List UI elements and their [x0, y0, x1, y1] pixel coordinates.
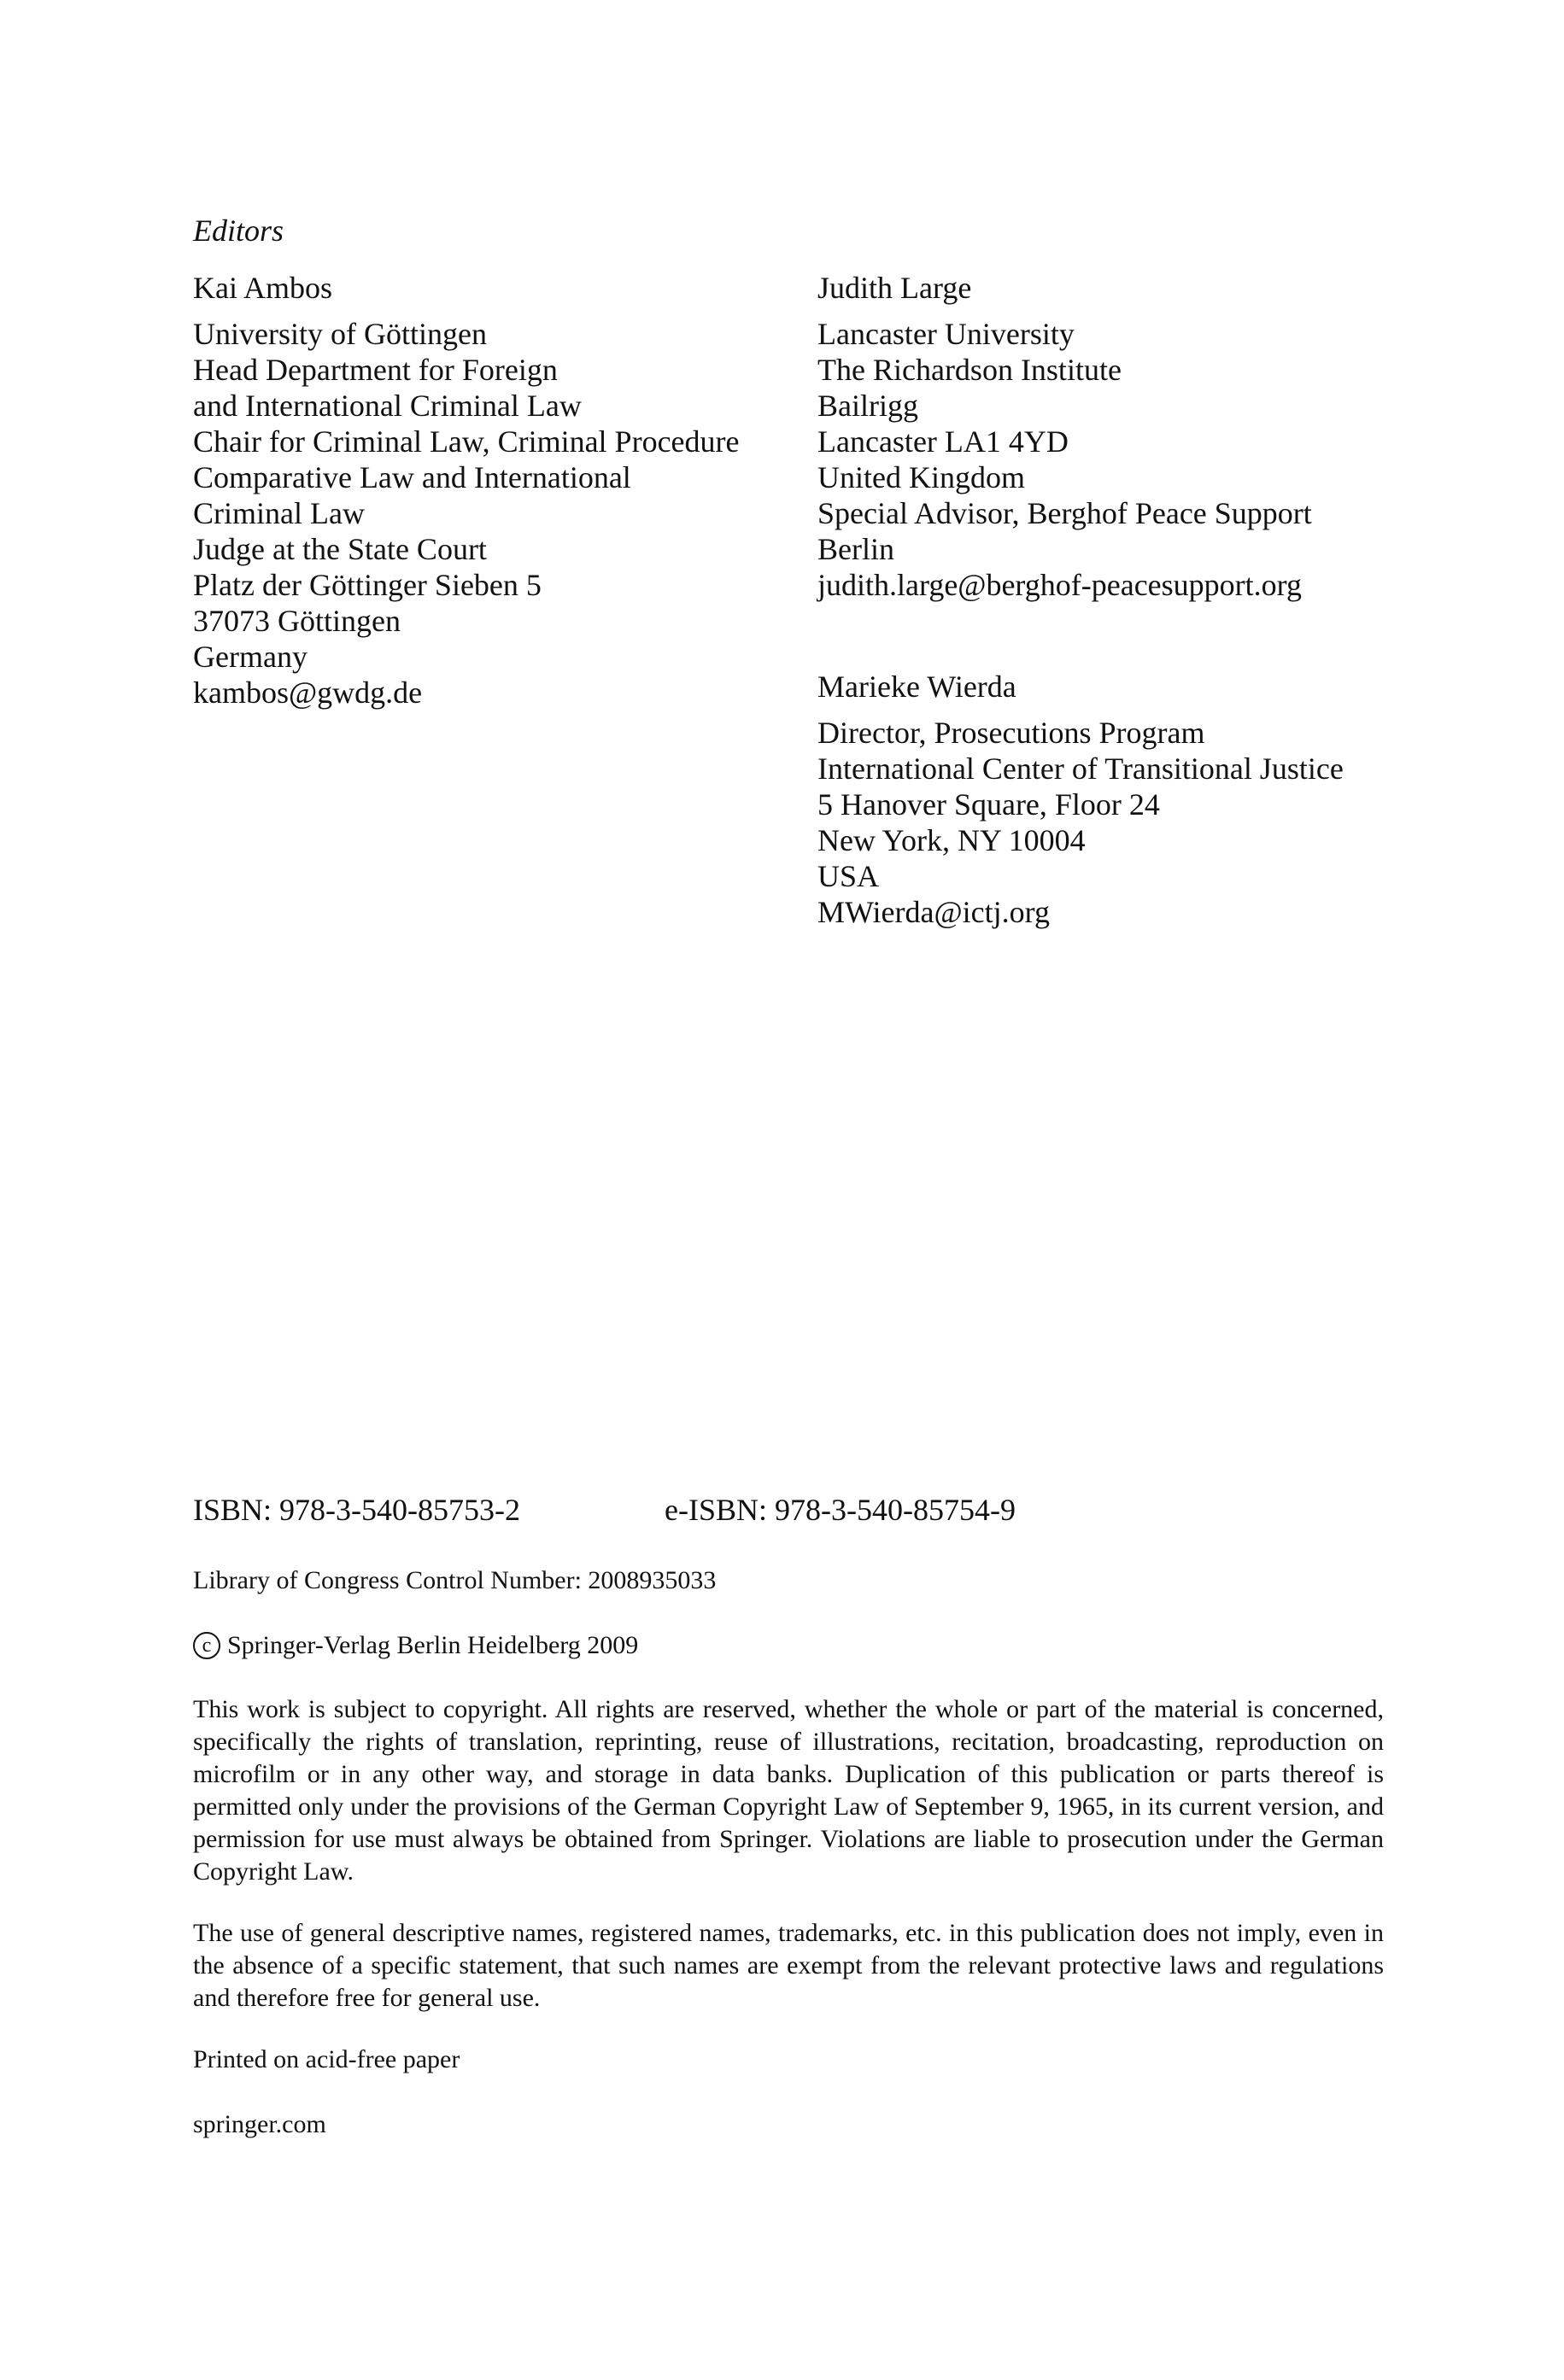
editor-name: Kai Ambos — [193, 271, 333, 305]
copyright-icon: c — [193, 1632, 220, 1659]
address-line: United Kingdom — [817, 460, 1025, 494]
editor-name: Marieke Wierda — [817, 670, 1016, 704]
editor-name: Judith Large — [817, 271, 972, 305]
editor-wierda — [817, 669, 1344, 930]
address-line: 5 Hanover Square, Floor 24 — [817, 787, 1160, 822]
editors-heading: Editors — [193, 213, 284, 248]
editor-large — [817, 270, 1312, 603]
address-line: Chair for Criminal Law, Criminal Procedure — [193, 424, 740, 459]
address-line: The Richardson Institute — [817, 353, 1122, 387]
address-line: Director, Prosecutions Program — [817, 716, 1205, 750]
trademark-notice: The use of general descriptive names, registered names, trademarks, etc. in this publication does not imply, even in the absence of a specific statement, that such names are exempt from the relevant protective laws and regulations and therefore free for general use. — [193, 1919, 1384, 2012]
address-line: Criminal Law — [193, 496, 365, 530]
address-line: University of Göttingen — [193, 317, 487, 351]
address-line: Platz der Göttinger Sieben 5 — [193, 568, 542, 602]
editor-email[interactable]: MWierda@ictj.org — [817, 895, 1050, 929]
address-line: Judge at the State Court — [193, 532, 487, 566]
address-line: USA — [817, 859, 880, 893]
address-line: Bailrigg — [817, 389, 918, 423]
copyright-text: Springer-Verlag Berlin Heidelberg 2009 — [227, 1631, 639, 1659]
address-line: Head Department for Foreign — [193, 353, 558, 387]
address-line: Lancaster LA1 4YD — [817, 424, 1069, 459]
address-line: International Center of Transitional Justice — [817, 751, 1344, 786]
editor-ambos — [193, 270, 740, 710]
address-line: and International Criminal Law — [193, 389, 582, 423]
editor-email[interactable]: kambos@gwdg.de — [193, 675, 423, 710]
address-line: Lancaster University — [817, 317, 1075, 351]
copyright-line — [193, 1629, 1389, 1662]
e-isbn: e-ISBN: 978-3-540-85754-9 — [665, 1493, 1016, 1527]
printed-note: Printed on acid-free paper — [193, 2045, 460, 2073]
address-line: Special Advisor, Berghof Peace Support — [817, 496, 1312, 530]
publisher-website-link[interactable]: springer.com — [193, 2110, 326, 2138]
address-line: New York, NY 10004 — [817, 823, 1086, 857]
isbn: ISBN: 978-3-540-85753-2 — [193, 1493, 520, 1527]
address-line: Comparative Law and International — [193, 460, 631, 494]
rights-notice: This work is subject to copyright. All rights are reserved, whether the whole or part of the material is concerned, specifically the rights of translation, reprinting, reuse of illustrations, recitation, broadcasting, reproduction on microfilm or in any other way, and storage in data banks. Duplication of this publication or parts thereof is permitted only under the provisions of the German Copyright Law of September 9, 1965, in its current version, and permission for use must always be obtained from Springer. Violations are liable to prosecution under the German Copyright Law. — [193, 1695, 1384, 1886]
address-line: 37073 Göttingen — [193, 604, 401, 638]
address-line: Germany — [193, 640, 308, 674]
address-line: Berlin — [817, 532, 894, 566]
lccn: Library of Congress Control Number: 2008935033 — [193, 1566, 717, 1594]
editor-email[interactable]: judith.large@berghof-peacesupport.org — [817, 568, 1302, 602]
